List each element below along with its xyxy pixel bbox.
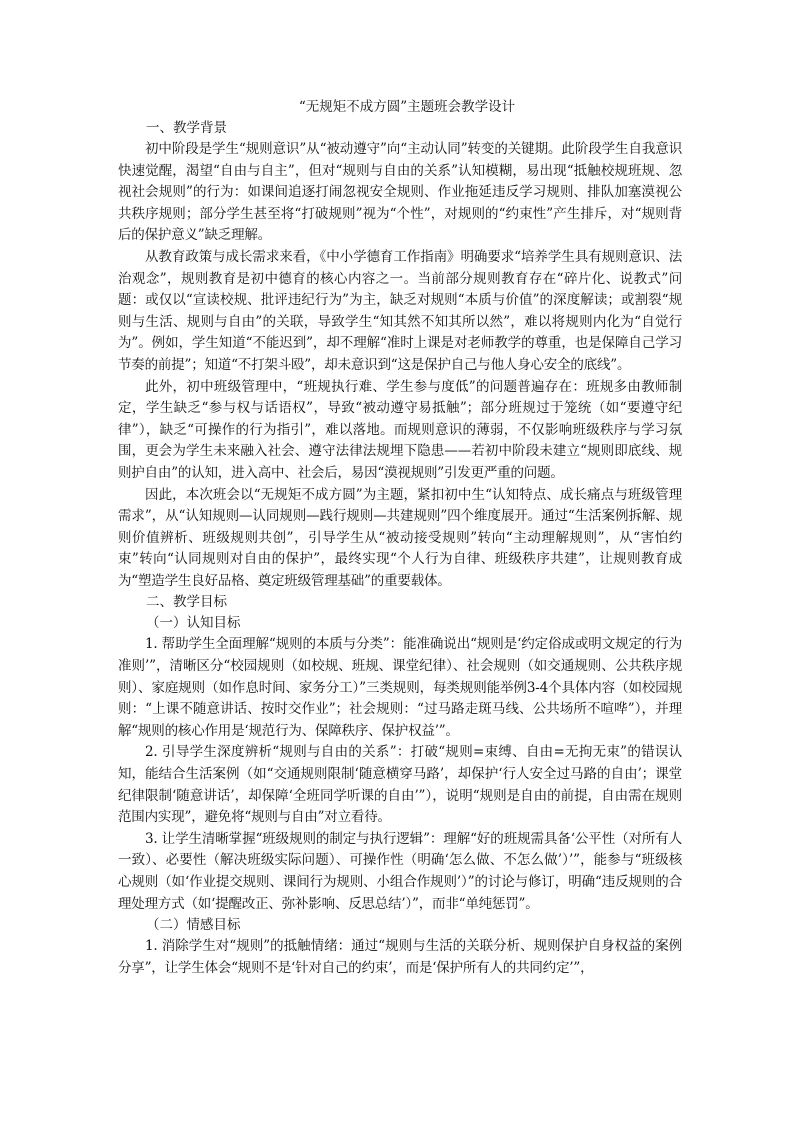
- background-paragraph-3: 此外，初中班级管理中，“班规执行难、学生参与度低”的问题普遍存在：班规多由教师制定，学生缺乏“参与权与话语权”，导致“被动遵守易抵触”；部分班规过于笼统（如“要遵守纪律”），缺乏“可操作的行为指引”，难以落地。而规则意识的薄弱，不仅影响班级秩序与学习氛围，更会为学生未来融入社会、遵守法律法规埋下隐患——若初中阶段未建立“规则即底线、规则护自由”的认知，进入高中、社会后，易因“漠视规则”引发更严重的问题。: [118, 378, 682, 481]
- background-paragraph-2: 从教育政策与成长需求来看，《中小学德育工作指南》明确要求“培养学生具有规则意识、法治观念”，规则教育是初中德育的核心内容之一。当前部分规则教育存在“碎片化、说教式”问题：或仅以“宣读校规、批评违纪行为”为主，缺乏对规则“本质与价值”的深度解读；或割裂“规则与生活、规则与自由”的关联，导致学生“知其然不知其所以然”，难以将规则内化为“自觉行为”。例如，学生知道“不能迟到”，却不理解“准时上课是对老师教学的尊重，也是保障自己学习节奏的前提”；知道“不打架斗殴”，却未意识到“这是保护自己与他人身心安全的底线”。: [118, 248, 682, 373]
- section-heading-background: 一、教学背景: [146, 120, 227, 136]
- background-paragraph-4: 因此，本次班会以“无规矩不成方圆”为主题，紧扣初中生“认知特点、成长痛点与班级管理需求”，从“认知规则—认同规则—践行规则—共建规则”四个维度展开。通过“生活案例拆解、规则价值辨析、班级规则共创”，引导学生从“被动接受规则”转向“主动理解规则”，从“害怕约束”转向“认同规则对自由的保护”，最终实现“个人行为自律、班级秩序共建”，让规则教育成为“塑造学生良好品格、奠定班级管理基础”的重要载体。: [118, 486, 682, 589]
- cognitive-objective-2: 2. 引导学生深度辨析“规则与自由的关系”：打破“规则=束缚、自由=无拘无束”的错误认知，能结合生活案例（如“交通规则限制‘随意横穿马路’，却保护‘行人安全过马路的自由’；课堂纪律限制‘随意讲话’，却保障‘全班同学听课的自由’”），说明“规则是自由的前提，自由需在规则范围内实现”，避免将“规则与自由”对立看待。: [118, 744, 682, 826]
- cognitive-objective-1: 1. 帮助学生全面理解“规则的本质与分类”：能准确说出“规则是‘约定俗成或明文规定的行为准则’”，清晰区分“校园规则（如校规、班规、课堂纪律）、社会规则（如交通规则、公共秩序规则）、家庭规则（如作息时间、家务分工）”三类规则，每类规则能举例3-4个具体内容（如校园规则：“上课不随意讲话、按时交作业”；社会规则：“过马路走斑马线、公共场所不喧哗”），并理解“规则的核心作用是‘规范行为、保障秩序、保护权益’”。: [118, 636, 682, 739]
- cognitive-objective-3: 3. 让学生清晰掌握“班级规则的制定与执行逻辑”：理解“好的班规需具备‘公平性（对所有人一致）、必要性（解决班级实际问题）、可操作性（明确‘怎么做、不怎么做’）’”，能参与“班级核心规则（如‘作业提交规则、课间行为规则、小组合作规则’）”的讨论与修订，明确“违反规则的合理处理方式（如‘提醒改正、弥补影响、反思总结’）”，而非“单纯惩罚”。: [118, 830, 682, 912]
- background-paragraph-1: 初中阶段是学生“规则意识”从“被动遵守”向“主动认同”转变的关键期。此阶段学生自我意识快速觉醒，渴望“自由与自主”，但对“规则与自由的关系”认知模糊，易出现“抵触校规班规、忽视社会规则”的行为：如课间追逐打闹忽视安全规则、作业拖延违反学习规则、排队加塞漠视公共秩序规则；部分学生甚至将“打破规则”视为“个性”，对规则的“约束性”产生排斥，对“规则背后的保护意义”缺乏理解。: [118, 141, 682, 244]
- document-page: [118, 96, 682, 979]
- subsection-heading-cognitive: （一）认知目标: [146, 615, 241, 632]
- document-title: “无规矩不成方圆”主题班会教学设计: [298, 99, 516, 115]
- subsection-heading-emotional: （二）情感目标: [146, 917, 241, 934]
- section-heading-objectives: 二、教学目标: [146, 594, 227, 611]
- emotional-objective-1: 1. 消除学生对“规则”的抵触情绪：通过“规则与生活的关联分析、规则保护自身权益的案例分享”，让学生体会“规则不是‘针对自己的约束’，而是‘保护所有人的共同约定’”，: [118, 938, 682, 976]
